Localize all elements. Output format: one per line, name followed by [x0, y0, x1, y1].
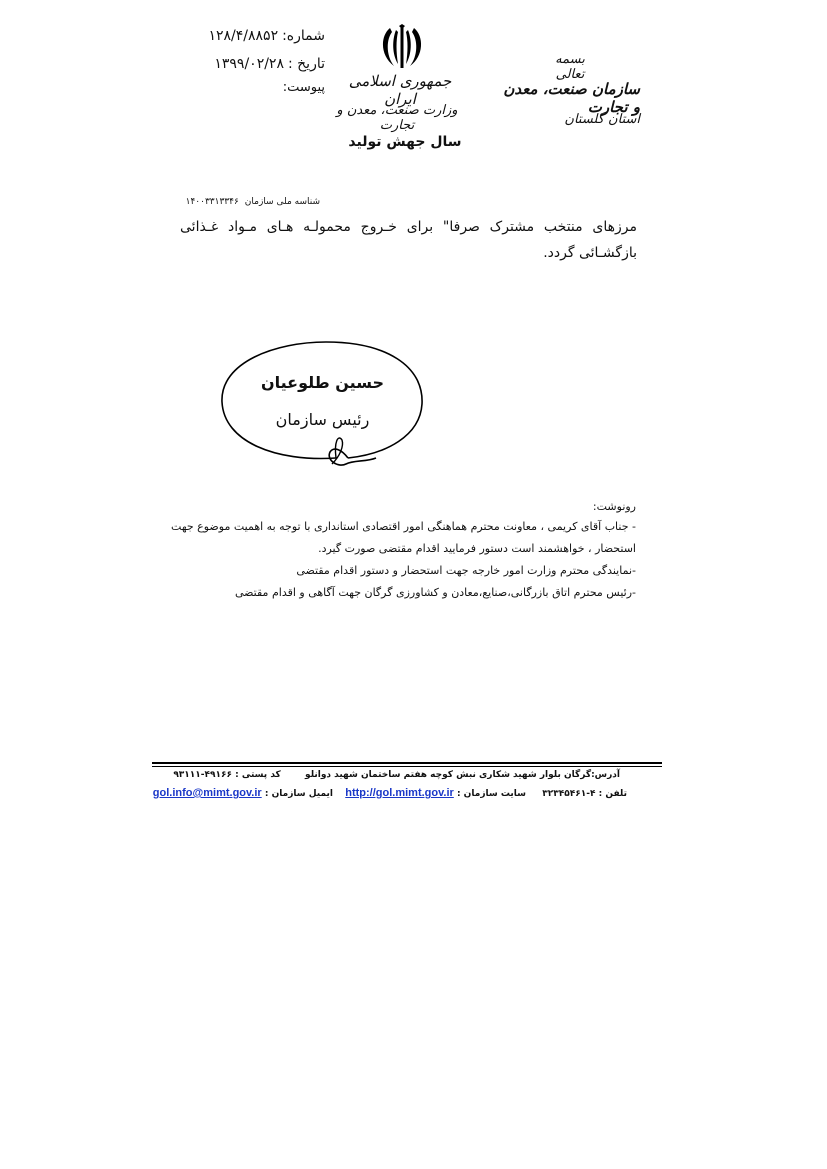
- letter-date-label: تاریخ :: [287, 56, 325, 72]
- year-slogan: سال جهش تولید: [348, 134, 462, 150]
- province-name: استان گلستان: [564, 112, 640, 127]
- phone-label: تلفن :: [598, 789, 627, 799]
- footer-address: [150, 770, 620, 780]
- cc-title: رونوشت:: [592, 500, 636, 513]
- phone-value: ۴-۳۲۳۴۵۴۶۱: [542, 789, 596, 799]
- organization-name: سازمان صنعت، معدن و تجارت: [503, 80, 640, 116]
- footer-contact: [150, 787, 627, 799]
- letter-body: مرزهای منتخب مشترک صرفا" برای خـروج محمولـه هـای مـواد غـذائی بازگشـائی گردد.: [180, 219, 637, 261]
- letter-number-value: ۱۲۸/۴/۸۸۵۲: [208, 28, 279, 44]
- letter-date: [190, 56, 325, 72]
- site-link[interactable]: http://gol.mimt.gov.ir: [345, 787, 454, 799]
- footer-divider-thin: [152, 766, 662, 767]
- address-text: آدرس:گرگان بلوار شهید شکاری نبش کوچه هفتم ساختمان شهید دوانلو: [305, 770, 620, 780]
- letter-attachment: [190, 80, 325, 95]
- national-id-label: شناسه ملی سازمان: [244, 197, 320, 207]
- bismillah: بسمه تعالی: [555, 52, 585, 82]
- signer-title: رئیس سازمان: [275, 410, 370, 429]
- country-name: جمهوری اسلامی ایران: [348, 72, 452, 108]
- site-label: سایت سازمان :: [456, 789, 526, 799]
- national-id-value: ۱۴۰۰۳۳۱۳۳۴۶: [185, 197, 239, 207]
- cc-line: - جناب آقای کریمی ، معاونت محترم هماهنگی امور اقتصادی استانداری با توجه به اهمیت موضوع جهت: [171, 520, 636, 533]
- signature-scribble-icon: [216, 332, 430, 472]
- cc-list: [171, 516, 636, 604]
- letter-number-label: شماره:: [282, 28, 325, 44]
- iran-emblem-icon: [376, 24, 428, 70]
- cc-line: -نمایندگی محترم وزارت امور خارجه جهت استحضار و دستور اقدام مقتضی: [296, 564, 636, 577]
- postal-label: کد پستی :: [235, 770, 281, 780]
- cc-line: استحضار ، خواهشمند است دستور فرمایید اقدام مقتضی صورت گیرد.: [318, 542, 636, 555]
- email-link[interactable]: gol.info@mimt.gov.ir: [152, 787, 262, 799]
- signer-name: حسین طلوعیان: [260, 373, 385, 392]
- national-id: [180, 197, 320, 207]
- letter-attachment-label: پیوست:: [282, 80, 325, 95]
- cc-line: -رئیس محترم اتاق بازرگانی،صنایع،معادن و کشاورزی گرگان جهت آگاهی و اقدام مقتضی: [234, 586, 636, 599]
- letter-date-value: ۱۳۹۹/۰۲/۲۸: [214, 56, 284, 72]
- ministry-name: وزارت صنعت، معدن و تجارت: [336, 103, 458, 133]
- postal-value: ۴۹۱۶۶-۹۳۱۱۱: [173, 770, 232, 780]
- email-label: ایمیل سازمان :: [264, 789, 333, 799]
- letter-number: [190, 28, 325, 44]
- footer-divider: [152, 762, 662, 764]
